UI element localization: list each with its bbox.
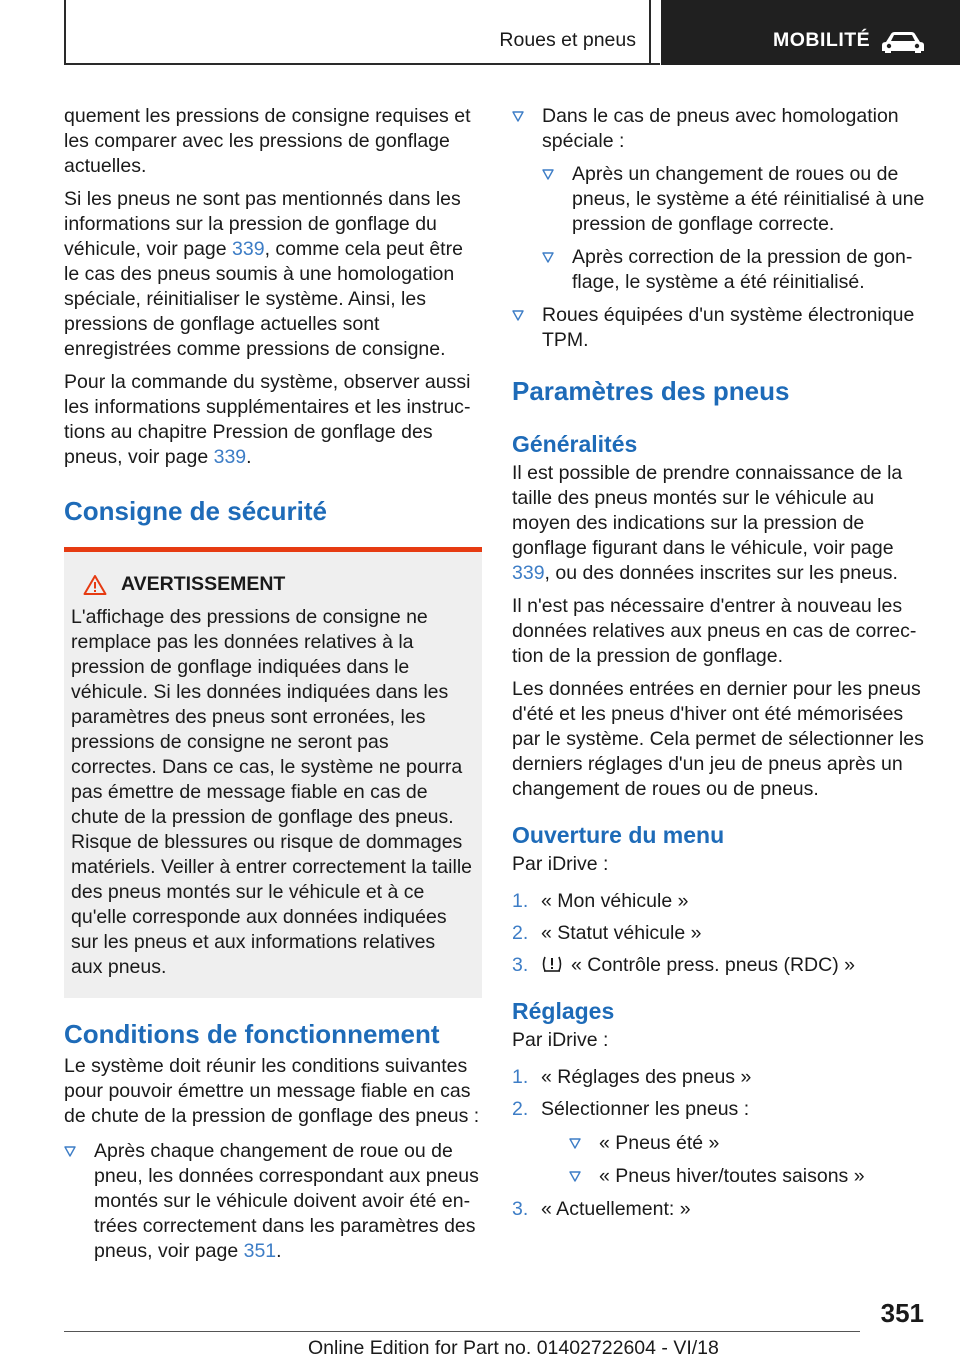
paragraph-text: Si les pneus ne sont pas mentionnés dans les informations sur la pression de gonflage du véhicule, voir page xyxy=(64,188,461,260)
paragraph: Par iDrive : xyxy=(512,853,609,875)
paragraph-text: . xyxy=(246,446,252,468)
tire-pressure-icon xyxy=(541,953,563,975)
list-item xyxy=(512,953,930,978)
step-number: 1. xyxy=(512,890,529,912)
conditions-list xyxy=(64,1139,482,1264)
step-number: 3. xyxy=(512,1198,529,1220)
triangle-bullet-icon xyxy=(64,1146,76,1157)
list-item-text: . xyxy=(276,1240,282,1262)
section-title: MOBILITÉ xyxy=(773,29,871,51)
list-item-text: Après correction de la pression de gonflage, le système a été réinitialisé. xyxy=(572,246,913,293)
triangle-bullet-icon xyxy=(569,1138,581,1149)
chapter-title: Roues et pneus xyxy=(499,29,636,51)
tire-type-list xyxy=(569,1131,930,1189)
triangle-bullet-icon xyxy=(512,111,524,122)
triangle-bullet-icon xyxy=(542,169,554,180)
paragraph: Par iDrive : xyxy=(512,1029,609,1051)
triangle-bullet-icon xyxy=(512,310,524,321)
paragraph xyxy=(64,370,482,470)
step-number: 2. xyxy=(512,1098,529,1120)
nested-list xyxy=(542,162,930,295)
list-item-text: Après un changement de roues ou de pneus, le système a été réinitialisé à une pression de gonflage correcte. xyxy=(572,163,925,235)
warning-triangle-icon xyxy=(83,574,107,596)
header-divider-left xyxy=(64,0,66,64)
list-item-text: « Pneus été » xyxy=(599,1132,720,1154)
step-text: « Contrôle press. pneus (RDC) » xyxy=(571,954,855,976)
edition-text: Online Edition for Part no. 01402722604 - VI/18 xyxy=(308,1337,719,1359)
step-text: « Statut véhicule » xyxy=(541,922,702,944)
page-number: 351 xyxy=(880,1298,924,1328)
list-item xyxy=(512,1097,930,1189)
step-text: « Mon véhicule » xyxy=(541,890,689,912)
list-item-text: Dans le cas de pneus avec homologation spéciale : xyxy=(542,105,899,152)
paragraph: quement les pressions de consigne requises et les comparer avec les pressions de gonflage actuelles. xyxy=(64,105,471,177)
warning-title-text: AVERTISSEMENT xyxy=(121,573,286,595)
menu-steps xyxy=(512,889,930,978)
list-item xyxy=(512,104,930,295)
list-item xyxy=(512,889,930,914)
list-item xyxy=(64,1139,482,1264)
warning-title xyxy=(71,572,472,597)
warning-box xyxy=(64,547,482,998)
conditions-list-continued xyxy=(512,104,930,353)
paragraph-text: Pour la commande du système, observer aussi les informations supplémentaires et les instructions au chapitre Pression de gonflage des pneus, voir page xyxy=(64,371,471,468)
paragraph xyxy=(64,187,482,362)
list-item xyxy=(542,245,930,295)
footer-divider xyxy=(64,1331,860,1332)
left-column xyxy=(64,104,482,1272)
list-item-text: Après chaque changement de roue ou de pneu, les données correspondant aux pneus montés sur le véhicule doivent avoir été entrées correctement dans les paramètres des pneus, voir page xyxy=(94,1140,479,1262)
step-text: « Actuellement: » xyxy=(541,1198,691,1220)
paragraph-text: Il est possible de prendre connaissance de la taille des pneus montés sur le véhicule au moyen des indications sur la pression de gonflage figurant dans le véhicule, voir page xyxy=(512,462,903,559)
settings-steps xyxy=(512,1065,930,1222)
list-item xyxy=(512,1065,930,1090)
list-item xyxy=(512,1197,930,1222)
page-link[interactable]: 339 xyxy=(232,238,265,260)
paragraph: Les données entrées en dernier pour les pneus d'été et les pneus d'hiver ont été mémorisées par le système. Cela permet de sélectionner les derniers réglages d'un jeu de pneus après un changement de roues ou de pneus. xyxy=(512,678,924,800)
page-link[interactable]: 351 xyxy=(243,1240,277,1262)
page-link[interactable]: 339 xyxy=(213,446,247,468)
paragraph: Il n'est pas nécessaire d'entrer à nouveau les données relatives aux pneus en cas de correction de la pression de gonflage. xyxy=(512,595,917,667)
list-item xyxy=(542,162,930,237)
triangle-bullet-icon xyxy=(542,252,554,263)
general-heading: Généralités xyxy=(512,431,638,457)
list-item xyxy=(512,303,930,353)
safety-heading: Consigne de sécurité xyxy=(64,496,327,526)
list-item xyxy=(512,921,930,946)
params-heading: Paramètres des pneus xyxy=(512,376,790,406)
step-text: « Réglages des pneus » xyxy=(541,1066,752,1088)
conditions-heading: Conditions de fonctionnement xyxy=(64,1019,440,1049)
paragraph xyxy=(512,461,930,586)
menu-heading: Ouverture du menu xyxy=(512,822,725,848)
car-icon xyxy=(880,30,926,54)
list-item-text: Roues équipées d'un système électronique TPM. xyxy=(542,304,915,351)
list-item xyxy=(569,1131,930,1156)
step-number: 3. xyxy=(512,954,529,976)
page-link[interactable]: 339 xyxy=(512,562,545,584)
step-number: 1. xyxy=(512,1066,529,1088)
paragraph-text: , ou des données inscrites sur les pneus. xyxy=(544,562,898,584)
step-number: 2. xyxy=(512,922,529,944)
header-divider-bottom xyxy=(64,63,660,65)
triangle-bullet-icon xyxy=(569,1171,581,1182)
paragraph: Le système doit réunir les conditions suivantes pour pouvoir émettre un message fiable en cas de chute de la pression de gonflage des pneus : xyxy=(64,1055,480,1127)
settings-heading: Réglages xyxy=(512,998,615,1024)
header-divider-right xyxy=(649,0,651,64)
list-item xyxy=(569,1164,930,1189)
paragraph-text: , comme cela peut être le cas des pneus soumis à une homologation spéciale, réinitialiser le système. Ainsi, les pressions de gonflage actuelles sont enregistrées comme pressions de consigne. xyxy=(64,238,463,360)
list-item-text: « Pneus hiver/toutes saisons » xyxy=(599,1165,865,1187)
step-text: Sélectionner les pneus : xyxy=(541,1098,750,1120)
right-column xyxy=(512,104,930,1229)
warning-text: L'affichage des pressions de consigne ne remplace pas les données relatives à la pression de gonflage indiquées dans le véhicule. Si les données indiquées dans les paramètres des pneus sont erronées, les pressions de consigne ne seront pas correctes. Dans ce cas, le système ne pourra pas émettre de message fiable en cas de chute de la pression de gonflage des pneus. Risque de blessures ou risque de dommages matériels. Veiller à entrer correctement la taille des pneus montés sur le véhicule et à ce qu'elle corresponde aux données indiquées sur les pneus et aux informations relatives aux pneus. xyxy=(71,606,472,978)
